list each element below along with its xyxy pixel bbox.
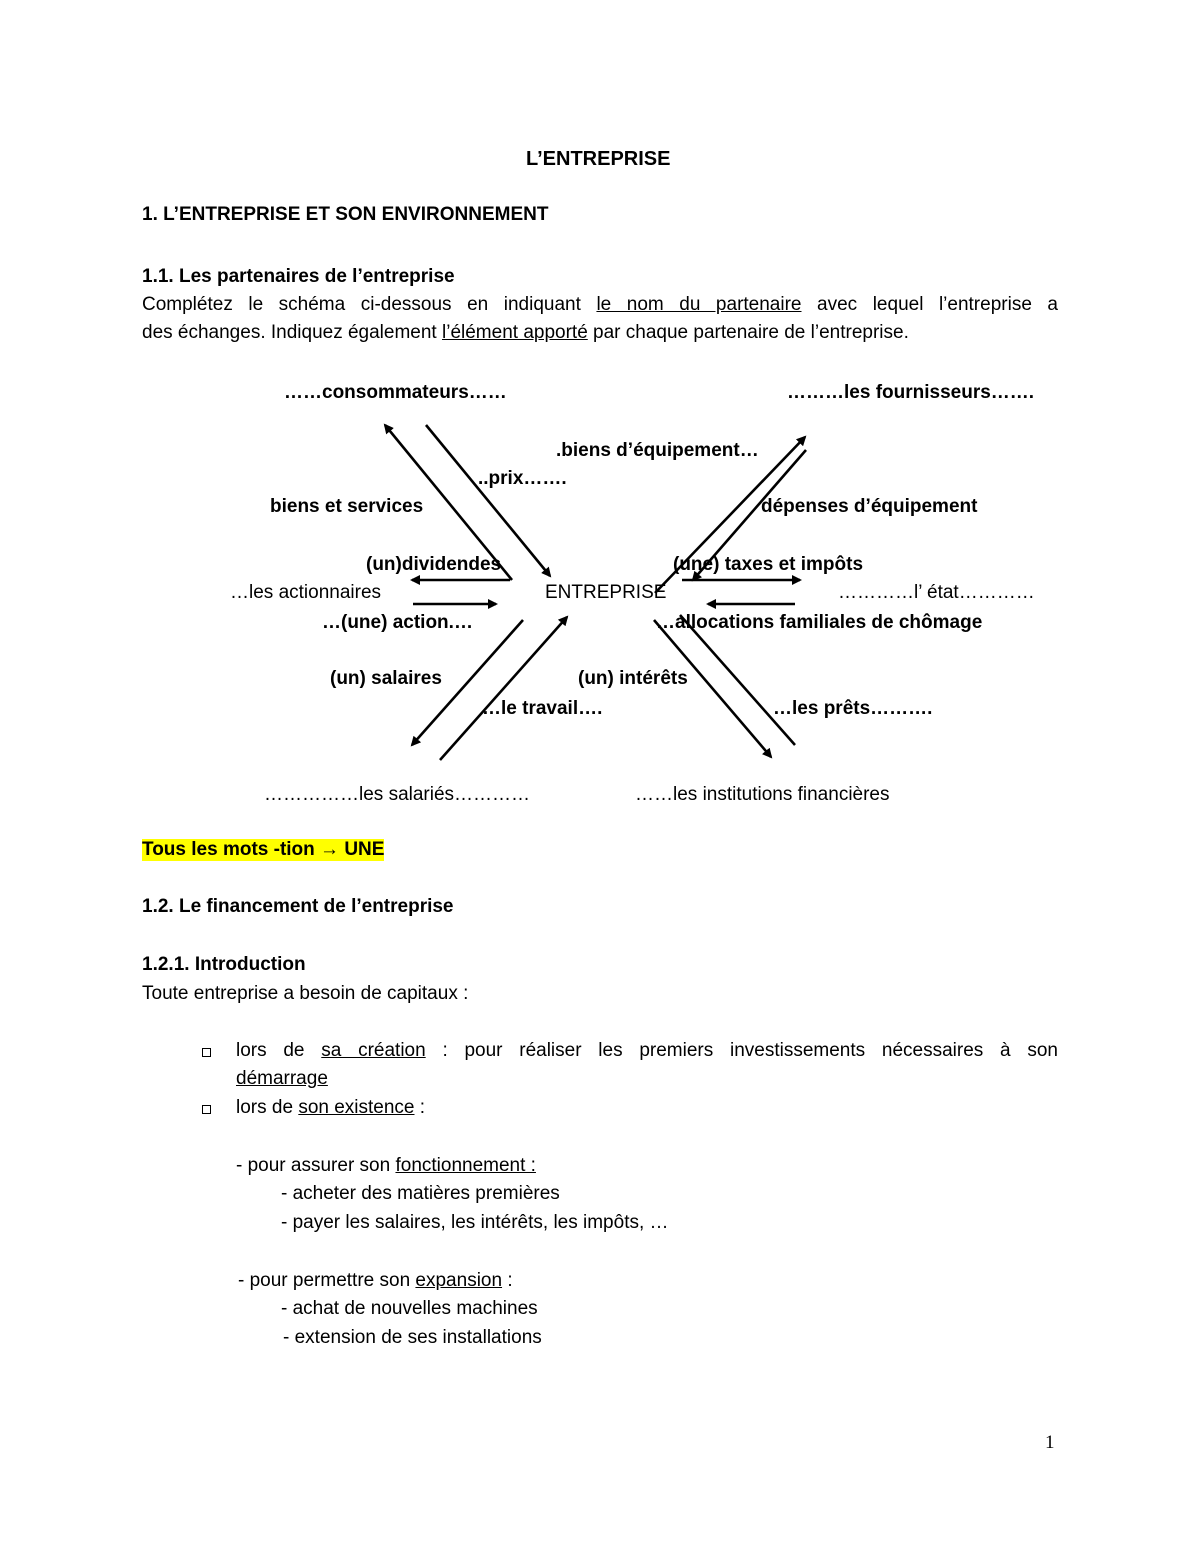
underline-demarrage: démarrage [236,1068,328,1089]
expansion-item-2: - extension de ses installations [283,1327,542,1348]
arrow-from-institutions [680,615,795,745]
fonctionnement-item-1: - acheter des matières premières [281,1183,560,1204]
diagram-center-entreprise: ENTREPRISE [545,582,667,603]
bullet-box-icon [202,1048,211,1057]
fonctionnement-line: - pour assurer son fonctionnement : [236,1155,536,1176]
label-actionnaires: …les actionnaires [230,582,382,603]
label-action: …(une) action.… [322,612,473,633]
section-1-heading: 1. L’ENTREPRISE ET SON ENVIRONNEMENT [142,204,549,225]
arrow-from-salaries [440,617,567,760]
label-prix: ..prix……. [478,468,567,489]
page-number: 1 [1045,1432,1055,1453]
intro-lead: Toute entreprise a besoin de capitaux : [142,983,469,1004]
expansion-item-1: - achat de nouvelles machines [281,1298,538,1319]
bullet-box-icon [202,1105,211,1114]
label-salaires: (un) salaires [330,668,442,689]
page-title: L’ENTREPRISE [526,148,671,170]
label-allocations: …allocations familiales de chômage [656,612,983,633]
section-1-2-heading: 1.2. Le financement de l’entreprise [142,896,454,917]
section-1-2-1-heading: 1.2.1. Introduction [142,954,306,975]
label-dividendes: (un)dividendes [366,554,502,575]
label-biens-equipement: .biens d’équipement… [556,440,759,461]
label-travail: …le travail…. [482,698,603,719]
label-salaries: ……………les salariés………… [264,784,531,805]
bullet-creation: lors de sa création : pour réaliser les premiers investissements nécessaires à son [236,1040,1058,1061]
label-depenses-equipement: dépenses d’équipement [761,496,978,517]
underline-element: l’élément apporté [442,322,588,343]
label-biens-services: biens et services [270,496,424,517]
section-1-1-heading: 1.1. Les partenaires de l’entreprise [142,266,455,287]
label-prets: …les prêts………. [773,698,933,719]
label-institutions: ……les institutions financières [635,784,890,805]
expansion-line: - pour permettre son expansion : [238,1270,513,1291]
intro-line-1: Complétez le schéma ci-dessous en indiquant le nom du partenaire avec lequel l’entreprise a [142,294,1058,315]
label-fournisseurs: ………les fournisseurs……. [787,382,1035,403]
fonctionnement-item-2: - payer les salaires, les intérêts, les impôts, … [281,1212,669,1233]
label-etat: …………l’ état………… [838,582,1035,603]
label-taxes: (une) taxes et impôts [673,554,864,575]
label-interets: (un) intérêts [578,668,688,689]
underline-partenaire: le nom du partenaire [596,294,802,315]
label-consommateurs: ……consommateurs…… [284,382,507,403]
bullet-existence: lors de son existence : [236,1097,426,1118]
highlight-note: Tous les mots -tion → UNE [142,839,385,860]
intro-line-2: des échanges. Indiquez également l’élément apporté par chaque partenaire de l’entreprise. [142,322,909,343]
